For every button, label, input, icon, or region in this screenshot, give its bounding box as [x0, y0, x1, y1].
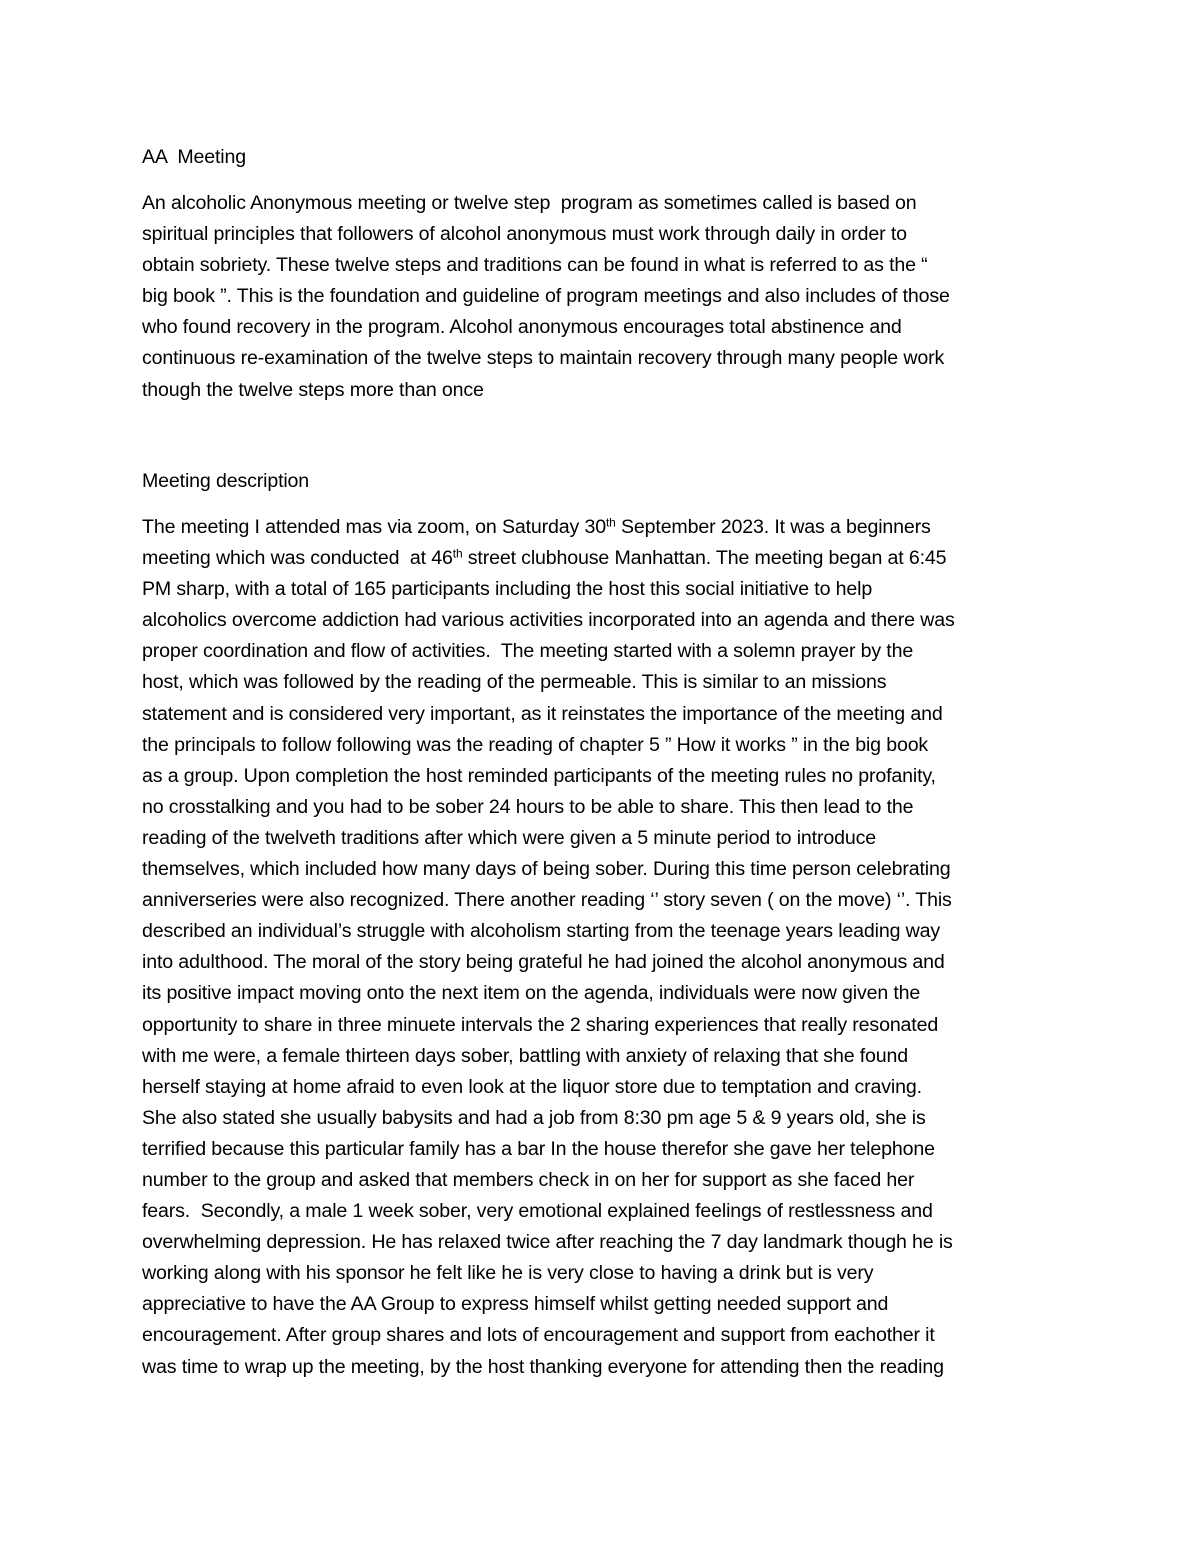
paragraph-line: continuous re-examination of the twelve steps to maintain recovery through many people work: [142, 347, 945, 370]
paragraph-line: the principals to follow following was the reading of chapter 5 ” How it works ” in the big book: [142, 733, 929, 756]
paragraph-line: alcoholics overcome addiction had various activities incorporated into an agenda and there was: [142, 609, 955, 632]
paragraph-line: reading of the twelveth traditions after which were given a 5 minute period to introduce: [142, 826, 876, 849]
ordinal-suffix: th: [605, 515, 616, 530]
paragraph-line: big book ”. This is the foundation and guideline of program meetings and also includes of those: [142, 285, 950, 308]
line-text: street clubhouse Manhattan. The meeting began at 6:45: [462, 547, 947, 570]
description-paragraph: [142, 512, 955, 1383]
line-text: September 2023. It was a beginners: [615, 516, 931, 538]
paragraph-line: An alcoholic Anonymous meeting or twelve step program as sometimes called is based on: [142, 192, 917, 214]
paragraph-line: PM sharp, with a total of 165 participants including the host this social initiative to help: [142, 578, 873, 601]
intro-paragraph: [142, 188, 950, 406]
paragraph-line: [142, 512, 955, 543]
paragraph-line: spiritual principles that followers of alcohol anonymous must work through daily in order to: [142, 223, 907, 246]
paragraph-line: proper coordination and flow of activities. The meeting started with a solemn prayer by the: [142, 640, 914, 663]
paragraph-line: no crosstalking and you had to be sober 24 hours to be able to share. This then lead to the: [142, 795, 914, 818]
paragraph-line: themselves, which included how many days of being sober. During this time person celebrating: [142, 858, 951, 881]
paragraph-line: She also stated she usually babysits and had a job from 8:30 pm age 5 & 9 years old, she is: [142, 1106, 926, 1129]
paragraph-line: as a group. Upon completion the host reminded participants of the meeting rules no profanity,: [142, 764, 936, 787]
paragraph-line: described an individual’s struggle with alcoholism starting from the teenage years leading way: [142, 920, 941, 943]
paragraph-line: host, which was followed by the reading of the permeable. This is similar to an missions: [142, 671, 887, 694]
line-text: The meeting I attended mas via zoom, on Saturday 30: [142, 516, 606, 538]
document-title: AA Meeting: [142, 146, 247, 168]
section-heading: Meeting description: [142, 470, 310, 492]
paragraph-line: herself staying at home afraid to even look at the liquor store due to temptation and craving.: [142, 1075, 922, 1098]
paragraph-line: fears. Secondly, a male 1 week sober, very emotional explained feelings of restlessness and: [142, 1200, 933, 1223]
ordinal-suffix: th: [452, 546, 463, 561]
paragraph-line: who found recovery in the program. Alcohol anonymous encourages total abstinence and: [142, 316, 902, 339]
paragraph-line: encouragement. After group shares and lots of encouragement and support from eachother it: [142, 1324, 935, 1347]
paragraph-line: working along with his sponsor he felt like he is very close to having a drink but is very: [142, 1262, 874, 1285]
paragraph-line: overwhelming depression. He has relaxed twice after reaching the 7 day landmark though he is: [142, 1231, 953, 1254]
paragraph-line: terrified because this particular family has a bar In the house therefor she gave her telephone: [142, 1137, 935, 1160]
paragraph-line: though the twelve steps more than once: [142, 378, 484, 401]
paragraph-line: [142, 543, 955, 574]
paragraph-line: anniverseries were also recognized. There another reading ‘’ story seven ( on the move) ‘’. This: [142, 889, 952, 912]
paragraph-line: opportunity to share in three minuete intervals the 2 sharing experiences that really resonated: [142, 1013, 939, 1036]
paragraph-line: with me were, a female thirteen days sober, battling with anxiety of relaxing that she found: [142, 1044, 909, 1067]
paragraph-line: obtain sobriety. These twelve steps and traditions can be found in what is referred to as the “: [142, 254, 928, 277]
paragraph-line: its positive impact moving onto the next item on the agenda, individuals were now given the: [142, 982, 921, 1005]
paragraph-line: into adulthood. The moral of the story being grateful he had joined the alcohol anonymous and: [142, 951, 945, 974]
paragraph-line: number to the group and asked that members check in on her for support as she faced her: [142, 1168, 915, 1191]
paragraph-line: was time to wrap up the meeting, by the host thanking everyone for attending then the reading: [142, 1355, 944, 1378]
paragraph-line: appreciative to have the AA Group to express himself whilst getting needed support and: [142, 1293, 889, 1316]
line-text: meeting which was conducted at 46: [142, 547, 453, 570]
paragraph-line: statement and is considered very important, as it reinstates the importance of the meeting and: [142, 702, 943, 725]
